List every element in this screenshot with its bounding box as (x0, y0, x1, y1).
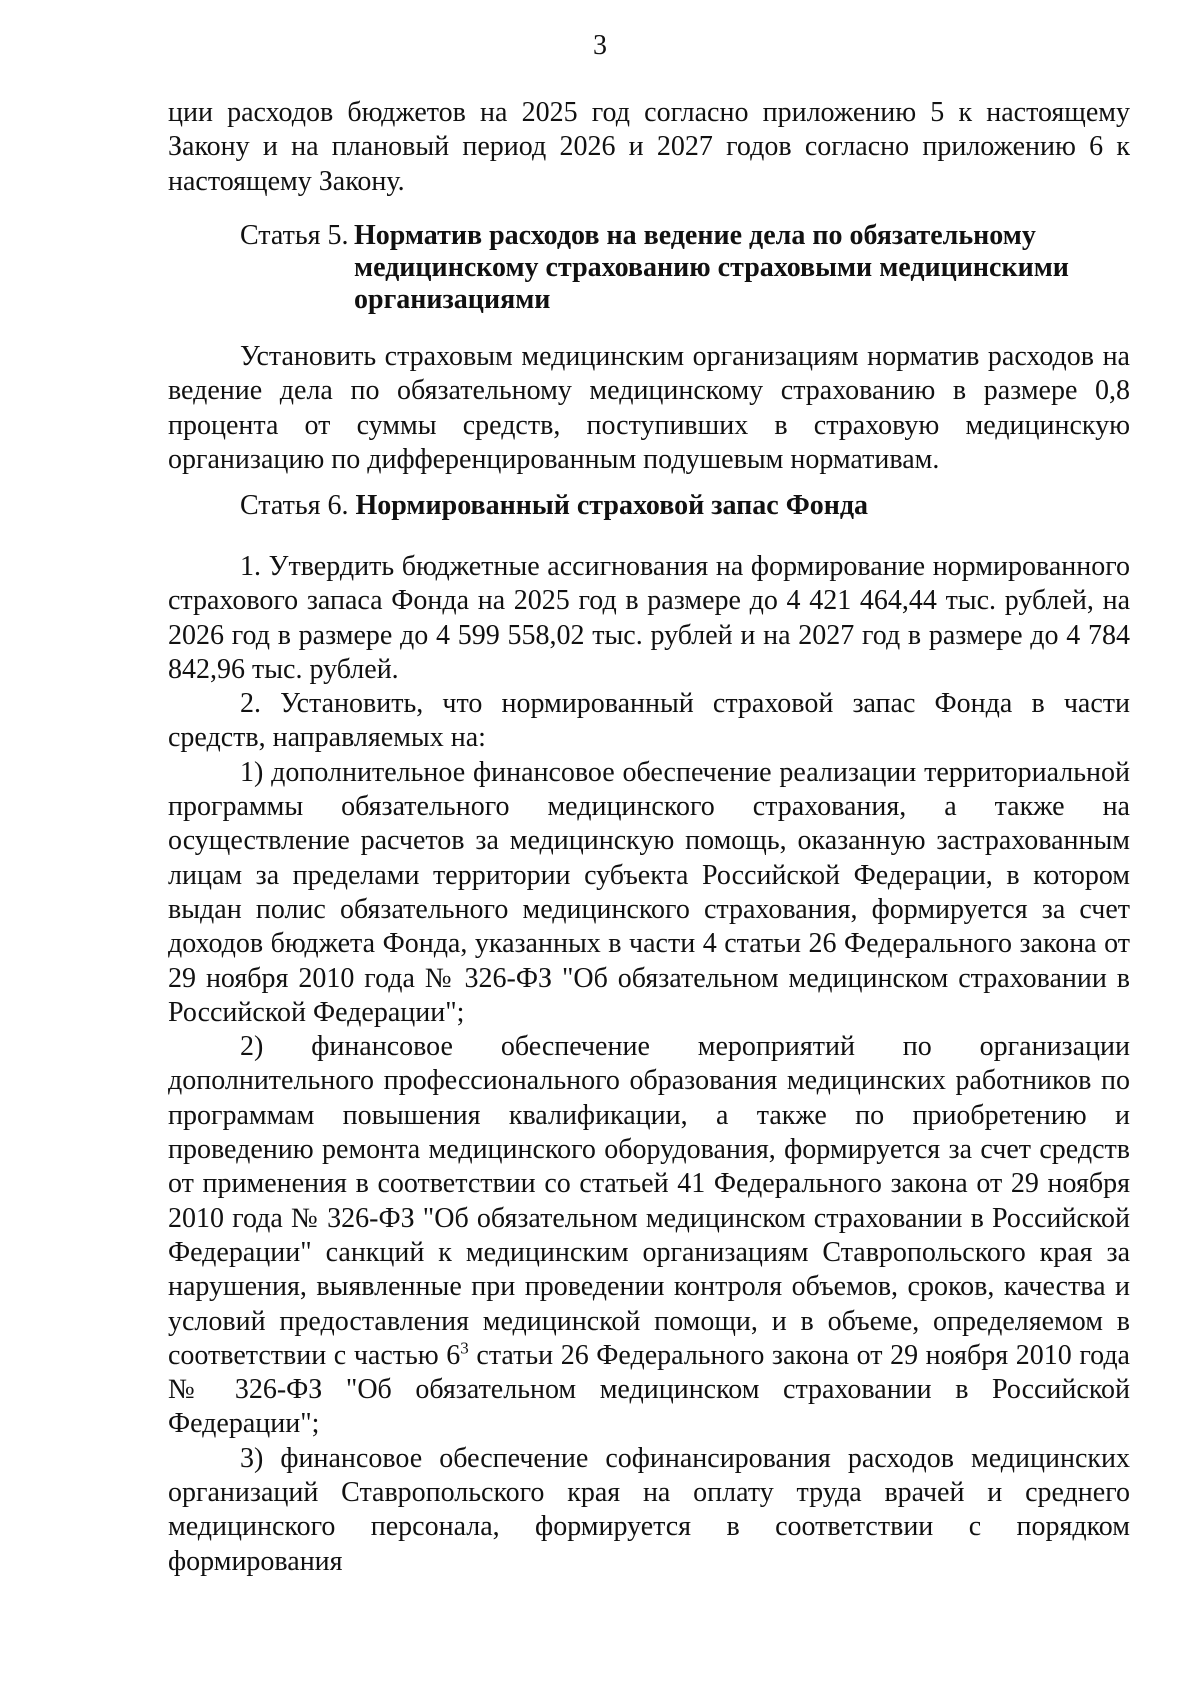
article-6-prefix: Статья 6. (240, 490, 349, 521)
article-5-title: Норматив расходов на ведение дела по обязательному медицинскому страхованию страховыми медицинскими организациями (354, 220, 1069, 315)
article-6-paragraph-1: 1. Утвердить бюджетные ассигнования на формирование нормированного страхового запаса Фонда на 2025 год в размере до 4 421 464,44 тыс. рублей, на 2026 год в размере до 4 599 558,02 тыс. рублей и на 2027 год в размере до 4 784 842,96 тыс. рублей. (168, 551, 1130, 685)
article-6-body (168, 550, 1130, 1579)
intro-paragraph (168, 96, 1130, 199)
article-6-item-3: 3) финансовое обеспечение софинансирования расходов медицинских организаций Ставропольского края на оплату труда врачей и среднего медицинского персонала, формируется в соответствии с порядком формирования (168, 1442, 1130, 1577)
article-5-body (168, 340, 1130, 477)
article-6-item-2-superscript: 3 (460, 1338, 469, 1358)
article-5-prefix: Статья 5. (240, 220, 349, 251)
article-6-item-2-text-b: статьи 26 Федерального закона от 29 ноября 2010 года № 326-ФЗ "Об обязательном медицинском страховании в Российской Федерации"; (168, 1339, 1130, 1440)
article-6-title: Нормированный страховой запас Фонда (355, 490, 869, 521)
article-6-paragraph-2: 2. Установить, что нормированный страховой запас Фонда в части средств, направляемых на: (168, 688, 1130, 754)
article-6-item-1: 1) дополнительное финансовое обеспечение реализации территориальной программы обязательного медицинского страхования, а также на осуществление расчетов за медицинскую помощь, оказанную застрахованным лицам за пределами территории субъекта Российской Федерации, в котором выдан полис обязательного медицинского страхования, формируется за счет доходов бюджета Фонда, указанных в части 4 статьи 26 Федерального закона от 29 ноября 2010 года № 326-ФЗ "Об обязательном медицинском страховании в Российской Федерации"; (168, 756, 1130, 1028)
article-5-paragraph: Установить страховым медицинским организациям норматив расходов на ведение дела по обязательному медицинскому страхованию в размере 0,8 процента от суммы средств, поступивших в страховую медицинскую организацию по дифференцированным подушевым нормативам. (168, 341, 1130, 475)
article-6-heading (240, 490, 1130, 522)
article-5-heading (240, 220, 1130, 316)
intro-text: ции расходов бюджетов на 2025 год согласно приложению 5 к настоящему Закону и на плановый период 2026 и 2027 годов согласно приложению 6 к настоящему Закону. (168, 97, 1130, 197)
article-6-item-2 (168, 1030, 1130, 1442)
article-6-item-2-text-a: 2) финансовое обеспечение мероприятий по организации дополнительного профессионального образования медицинских работников по программам повышения квалификации, а также по приобретению и проведению ремонта медицинского оборудования, формируется за счет средств от применения в соответствии со статьей 41 Федерального закона от 29 ноября 2010 года № 326-ФЗ "Об обязательном медицинском страховании в Российской Федерации" санкций к медицинским организациям Ставропольского края за нарушения, выявленные при проведении контроля объемов, сроков, качества и условий предоставления медицинской помощи, и в объеме, определяемом в соответствии с частью 6 (168, 1031, 1130, 1371)
page-number: 3 (593, 30, 607, 61)
